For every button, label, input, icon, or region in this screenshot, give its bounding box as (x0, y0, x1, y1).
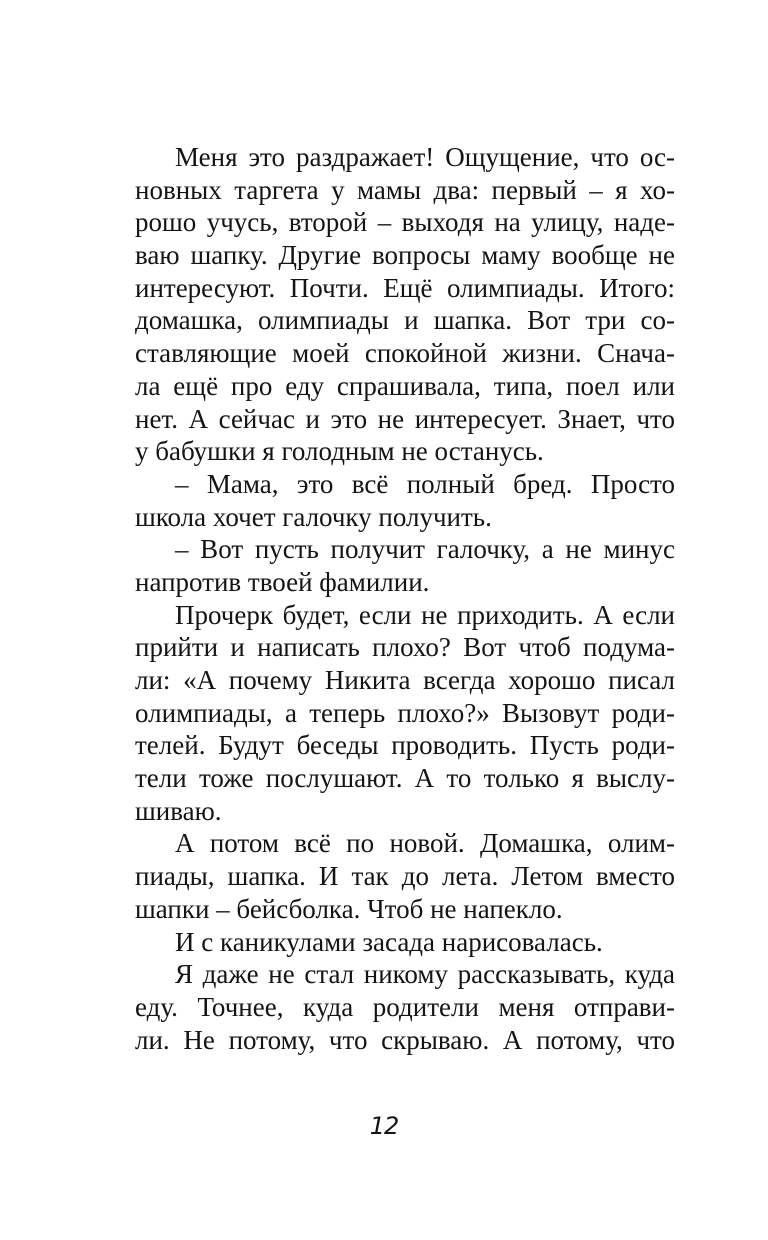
text-line: шиваю. (135, 795, 222, 826)
body-text (135, 141, 675, 1056)
text-line: новных таргета у мамы два: первый – я хо- (135, 174, 675, 205)
text-line: И с каникулами засада нарисовалась. (175, 926, 603, 957)
text-line: Меня это раздражает! Ощущение, что ос- (175, 142, 675, 172)
text-line: ли: «А почему Никита всегда хорошо писал (135, 665, 675, 695)
text-line: напротив твоей фамилии. (135, 566, 430, 597)
text-line: шапки – бейсболка. Чтоб не напекло. (135, 893, 563, 924)
text-line: интересуют. Почти. Ещё олимпиады. Итого: (135, 272, 675, 303)
text-line: А потом всё по новой. Домашка, олим- (175, 828, 675, 859)
text-line: Прочерк будет, если не приходить. А если (175, 599, 675, 630)
text-line: пиады, шапка. И так до лета. Летом вместо (135, 861, 675, 892)
text-line: – Вот пусть получит галочку, а не минус (175, 534, 675, 565)
text-line: рошо учусь, второй – выходя на улицу, наде- (135, 207, 675, 238)
text-line: – Мама, это всё полный бред. Просто (175, 468, 675, 499)
text-line: ли. Не потому, что скрываю. А потому, что (135, 1024, 675, 1055)
text-line: прийти и написать плохо? Вот чтоб подума- (135, 632, 675, 663)
text-line: еду. Точнее, куда родители меня отправи- (135, 991, 675, 1022)
text-line: домашка, олимпиады и шапка. Вот три со- (135, 305, 675, 336)
text-line: ваю шапку. Другие вопросы маму вообще не (135, 240, 675, 271)
text-line: телей. Будут беседы проводить. Пусть роди- (135, 730, 675, 761)
text-line: школа хочет галочку получить. (135, 501, 492, 532)
text-line: ставляющие моей спокойной жизни. Снача- (135, 338, 675, 369)
page-number: 12 (369, 1112, 399, 1140)
text-line: нет. А сейчас и это не интересует. Знает, что (135, 403, 675, 434)
text-line: Я даже не стал никому рассказывать, куда (175, 959, 675, 990)
text-line: тели тоже послушают. А то только я выслу- (135, 763, 675, 794)
text-line: олимпиады, а теперь плохо?» Вызовут роди- (135, 697, 675, 728)
text-line: ла ещё про еду спрашивала, типа, поел или (135, 370, 675, 401)
text-line: у бабушки я голодным не останусь. (135, 436, 544, 467)
